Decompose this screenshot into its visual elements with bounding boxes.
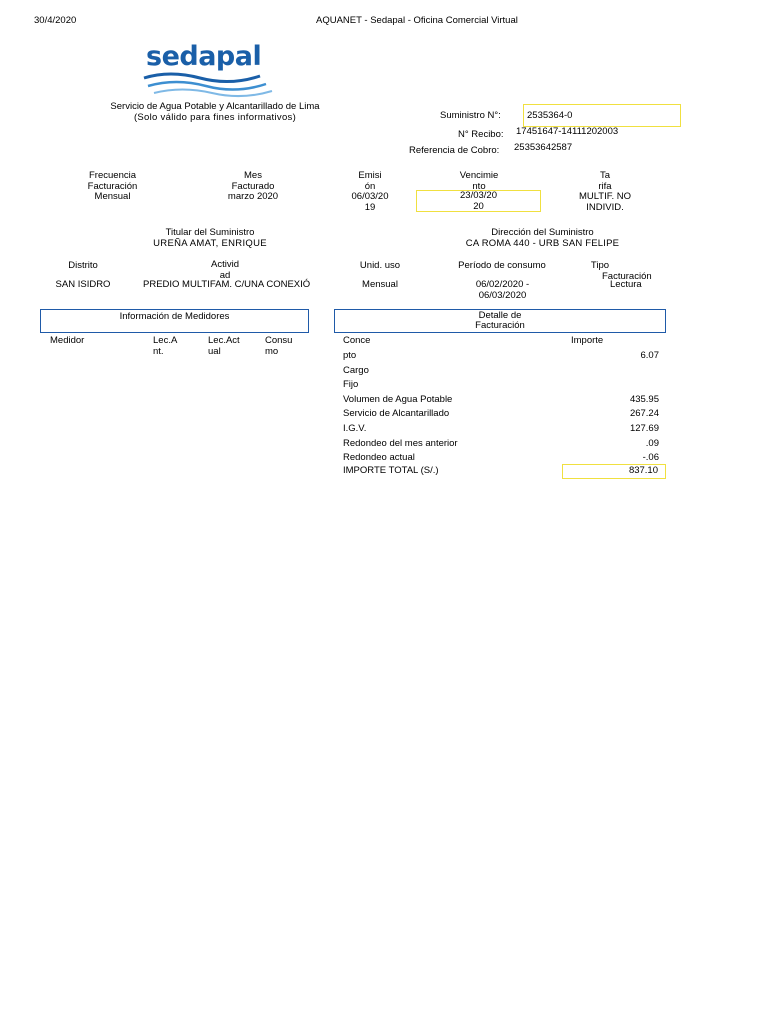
distrito-header: Distrito bbox=[68, 260, 98, 271]
actividad-value: PREDIO MULTIFAM. C/UNA CONEXIÓ bbox=[143, 279, 311, 290]
recibo-label: N° Recibo: bbox=[458, 129, 504, 140]
suministro-label: Suministro N°: bbox=[440, 110, 501, 121]
periodo-header: Período de consumo bbox=[458, 260, 546, 271]
referencia-value: 25353642587 bbox=[514, 142, 573, 153]
actividad-header: Activid ad bbox=[211, 259, 239, 281]
frecuencia-value: Mensual bbox=[94, 191, 131, 203]
importe-total-label: IMPORTE TOTAL (S/.) bbox=[343, 465, 439, 476]
emision-value: 06/03/20 bbox=[351, 191, 389, 203]
recibo-value: 17451647-14111202003 bbox=[516, 126, 619, 137]
mes-value: marzo 2020 bbox=[227, 191, 279, 203]
vencimiento-value: 23/03/20 20 bbox=[416, 190, 541, 212]
titular-value: UREÑA AMAT, ENRIQUE bbox=[153, 238, 267, 249]
consumo-col-header: Consu mo bbox=[265, 335, 293, 357]
tarifa-header: Ta rifa MULTIF. NO INDIVID. bbox=[565, 171, 645, 214]
facturacion-row: Redondeo del mes anterior .09 bbox=[343, 437, 659, 449]
unid-uso-value: Mensual bbox=[362, 279, 398, 290]
medidores-title: Información de Medidores bbox=[119, 311, 230, 322]
tipo-facturacion-value: Lectura bbox=[610, 279, 642, 290]
suministro-value: 2535364-0 bbox=[523, 104, 681, 127]
unid-uso-header: Unid. uso bbox=[359, 260, 401, 271]
tipo-facturacion-header: Tipo Facturación bbox=[590, 260, 652, 282]
print-title: AQUANET - Sedapal - Oficina Comercial Virtual bbox=[316, 15, 518, 26]
concepto-col-header: Conce bbox=[343, 335, 371, 346]
facturacion-title: Detalle de bbox=[478, 310, 522, 321]
facturacion-row: pto 6.07 bbox=[343, 350, 659, 361]
service-line-1: Servicio de Agua Potable y Alcantarillado de Lima bbox=[110, 101, 320, 112]
lec-act-col-header: Lec.Act ual bbox=[208, 335, 240, 357]
medidor-col-header: Medidor bbox=[50, 335, 85, 346]
facturacion-row: Fijo bbox=[343, 379, 359, 391]
referencia-label: Referencia de Cobro: bbox=[409, 145, 500, 156]
direccion-label: Dirección del Suministro bbox=[491, 227, 594, 238]
importe-total-value: 837.10 bbox=[562, 464, 666, 479]
facturacion-items bbox=[343, 351, 661, 468]
print-date: 30/4/2020 bbox=[34, 15, 77, 26]
facturacion-row: Cargo bbox=[343, 364, 369, 376]
logo-wordmark: sedapal bbox=[146, 41, 262, 72]
medidores-title-box bbox=[40, 309, 309, 333]
periodo-value: 06/02/2020 - 06/03/2020 bbox=[475, 279, 530, 301]
facturacion-row: Volumen de Agua Potable 435.95 bbox=[343, 393, 659, 405]
facturacion-row: Redondeo actual -.06 bbox=[343, 452, 659, 464]
importe-col-header: Importe bbox=[571, 335, 604, 346]
facturacion-row: Servicio de Alcantarillado 267.24 bbox=[343, 408, 659, 420]
emision-header: Emisi ón 06/03/20 19 bbox=[340, 171, 400, 214]
facturacion-row: I.G.V. 127.69 bbox=[343, 422, 659, 434]
lec-ant-col-header: Lec.A nt. bbox=[153, 335, 178, 357]
direccion-value: CA ROMA 440 - URB SAN FELIPE bbox=[465, 238, 620, 249]
frecuencia-header: Frecuencia Facturación Mensual bbox=[70, 171, 155, 203]
service-line-2: (Solo válido para fines informativos) bbox=[133, 112, 297, 123]
distrito-value: SAN ISIDRO bbox=[55, 279, 111, 290]
water-waves-icon bbox=[140, 70, 280, 100]
tarifa-value: MULTIF. NO bbox=[578, 191, 632, 203]
titular-label: Titular del Suministro bbox=[165, 227, 255, 238]
sedapal-logo bbox=[140, 42, 280, 100]
facturacion-title-box: Detalle de Facturación bbox=[334, 309, 666, 333]
mes-header: Mes Facturado marzo 2020 bbox=[210, 171, 296, 203]
vencimiento-header: Vencimie nto bbox=[459, 170, 499, 192]
